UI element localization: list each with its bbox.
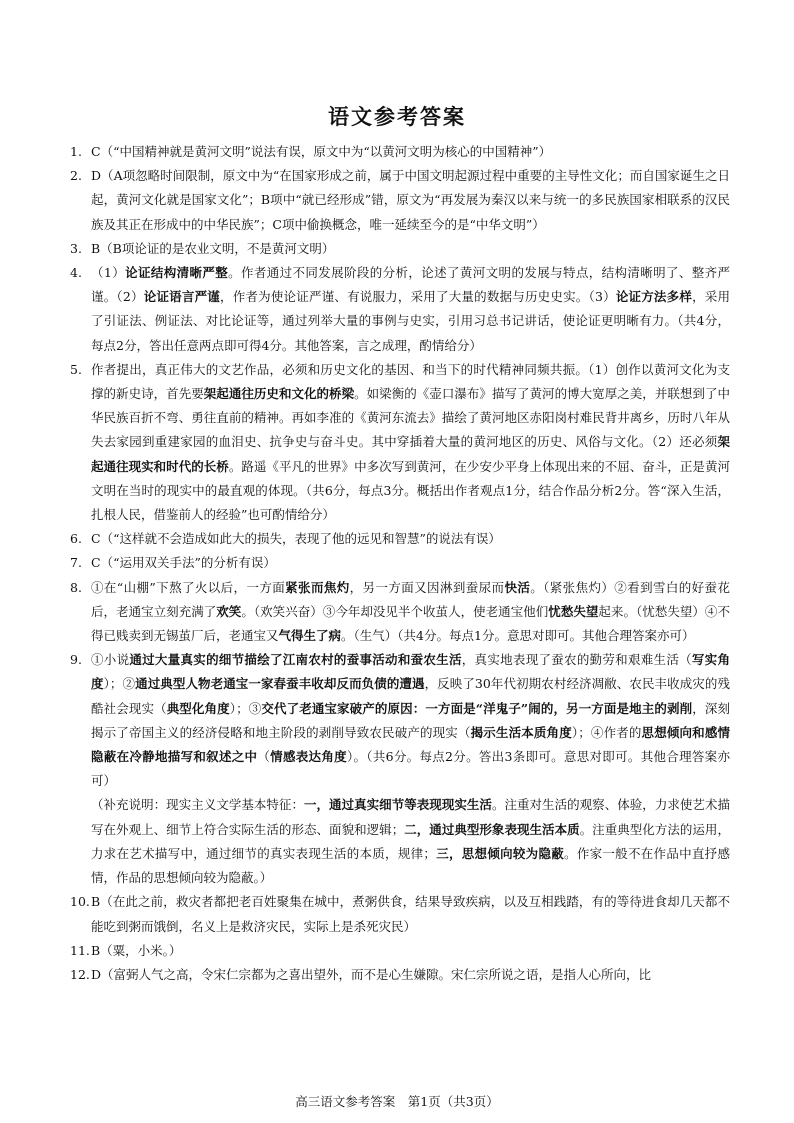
answer-segment: B（B项论证的是农业文明，不是黄河文明） (91, 240, 335, 256)
bold-keyphrase: 交代了老通宝家破产的原因：一方面是“洋鬼子”闹的，另一方面是地主的剥削 (261, 700, 693, 716)
answer-segment: ，另一方面又因淋到蚕尿而 (349, 579, 505, 595)
bold-keyphrase: 架起通往现实和时代的长桥 (91, 434, 730, 474)
bold-keyphrase: 思想倾向和感情隐蔽在冷静地描写和叙述之中 (91, 724, 730, 765)
answer-segment: D（A项忽略时间限制，原文中为“在国家形成之前，属于中国文明起源过程中重要的主导性文化；而自国家诞生之日起，黄河文化就是国家文化”；B项中“就已经形成”错，原文为“再发展为秦汉以来与统一的多民族国家相联系的汉民族及其正在形成中的中华民族”；C项中偷换概念，唯一延续至今的是“中华文明”） (91, 168, 730, 232)
bold-keyphrase: 论证结构清晰严整 (125, 265, 229, 281)
answer-segment: 。如梁衡的《壶口瀑布》描写了黄河的博大宽厚之美，并联想到了中华民族百折不弯、勇往直前的精神。再如李准的《黄河东流去》描绘了黄河地区赤阳岗村难民背井离乡，历时八年从失去家园到重建家园的血泪史、抗争史与奋斗史。其中穿插着大量的黄河地区的历史、风俗与文化。（2）还必须 (91, 386, 730, 450)
answer-text (91, 890, 730, 938)
answer-item (70, 648, 730, 793)
answer-segment: ）；④作者的 (571, 724, 642, 740)
answer-text (91, 527, 730, 551)
answer-number: 10. (70, 894, 90, 910)
note-text: （补充说明：现实主义文学基本特征： (91, 797, 304, 813)
bold-keyphrase: 三，思想倾向较为隐蔽 (435, 845, 565, 861)
answer-segment: C（“中国精神就是黄河文明”说法有误，原文中为“以黄河文明为核心的中国精神”） (91, 144, 552, 159)
answer-segment: （1） (91, 265, 126, 281)
bold-keyphrase: 紧张而焦灼 (285, 579, 350, 595)
answer-segment: ，深刻揭示了帝国主义的经济侵略和地主阶段的剥削导致农民破产的现实（ (91, 700, 730, 740)
page-footer: 高三语文参考答案 第1页（共3页） (295, 1094, 499, 1109)
answer-text (91, 576, 730, 649)
answer-segment: 。路遥《平凡的世界》中多次写到黄河，在少安少平身上体现出来的不屈、奋斗，正是黄河文明在当时的现实中的最直观的体现。（共6分，每点3分。概括出作者观点1分，结合作品分析2分。答“深入生活，扎根人民，借鉴前人的经验”也可酌情给分） (91, 458, 730, 523)
answer-segment: ）；② (103, 676, 136, 692)
answer-text (91, 261, 730, 358)
answer-segment: D（富弼人气之高，令宋仁宗都为之喜出望外，而不是心生嫌隙。宋仁宗所说之语，是指人心所向，比 (91, 966, 652, 982)
answer-segment: 起来。（忧愁失望）④不得已贱卖到无锡茧厂后，老通宝又 (91, 603, 730, 644)
answer-number: 1. (70, 144, 82, 159)
bold-keyphrase: 气得生了病 (278, 628, 342, 644)
answer-text (91, 237, 730, 261)
answer-segment: C（“运用双关手法”的分析有误） (91, 555, 276, 571)
answer-text (91, 140, 730, 164)
bold-keyphrase: 通过大量真实的细节描绘了江南农村的蚕事活动和蚕农生活 (129, 652, 462, 668)
answer-item (70, 963, 730, 987)
answer-segment: 。（生气）（共4分。每点1分。意思对即可。其他合理答案亦可） (341, 628, 695, 644)
answer-segment: ①小说 (91, 652, 130, 668)
bold-keyphrase: 典型化角度 (166, 700, 230, 716)
answer-number: 7. (70, 555, 82, 571)
answer-text (91, 939, 730, 963)
answer-number: 5. (70, 361, 82, 377)
answer-text (91, 551, 730, 575)
answer-segment: B（在此之前，救灾者都把老百姓聚集在城中，煮粥供食，结果导致疾病，以及互相践踏，有的等待进食却几天都不能吃到粥而饿倒，名义上是救济灾民，实际上是杀死灾民） (91, 894, 730, 934)
answer-number: 8. (70, 579, 82, 595)
answer-item (70, 164, 730, 237)
answer-segment: ）。（共6分。每点2分。答出3条即可。意思对即可。其他合理答案亦可） (91, 749, 730, 789)
answer-number: 4. (70, 265, 82, 281)
bold-keyphrase: 论证方法多样 (615, 289, 693, 305)
bold-keyphrase: 欢笑 (216, 603, 242, 619)
answer-text (91, 963, 730, 987)
bold-keyphrase: 二，通过典型形象表现生活本质 (404, 821, 580, 837)
bold-keyphrase: 情感表达角度 (270, 749, 347, 765)
bold-keyphrase: 忧愁失望 (548, 603, 599, 619)
answer-segment: 。（欢笑兴奋）③今年却没见半个收茧人，使老通宝他们 (241, 603, 549, 619)
answer-item (70, 527, 730, 551)
answer-text (91, 358, 730, 527)
bold-keyphrase: 揭示生活本质角度 (470, 724, 572, 740)
note-text: 。注重典型化方法的运用，力求在艺术描写中，通过细节的真实表现生活的本质，规律； (91, 821, 730, 861)
answer-segment: C（“这样就不会造成如此大的损失，表现了他的远见和智慧”的说法有误） (91, 531, 501, 547)
answer-segment: ①在“山棚”下熬了火以后，一方面 (91, 579, 286, 595)
answer-number: 3. (70, 240, 82, 256)
answer-number: 6. (70, 531, 82, 547)
answer-segment: ）；③ (229, 700, 262, 716)
answer-item (70, 576, 730, 649)
answer-number: 9. (70, 652, 82, 668)
page-title: 语文参考答案 (328, 104, 466, 129)
bold-keyphrase: 架起通往历史和文化的桥梁 (203, 386, 355, 402)
answer-item (70, 261, 730, 358)
bold-keyphrase: 快活 (504, 579, 531, 595)
answer-segment: ，作者为使论证严谨、有说服力，采用了大量的数据与历史史实。（3） (220, 289, 616, 305)
answer-segment: 作者提出，真正伟大的文艺作品，必须和历史文化的基因、和当下的时代精神同频共振。（1）创作以黄河文化为支撑的新史诗，首先要 (91, 361, 730, 402)
answer-number: 11. (70, 942, 90, 958)
answer-segment: ，采用了引证法、例证法、对比论证等，通过列举大量的事例与史实，引用习总书记讲话，使论证更明晰有力。（共4分，每点2分，答出任意两点即可得4分。其他答案，言之成理，酌情给分） (91, 289, 730, 353)
answer-segment: ，反映了30年代初期农村经济凋敝、农民丰收成灾的残酷社会现实（ (91, 676, 730, 716)
bold-keyphrase: 论证语言严谨 (143, 289, 220, 305)
bold-keyphrase: 写实角度 (91, 652, 730, 692)
answer-text (91, 164, 730, 237)
bold-keyphrase: 通过典型人物老通宝一家春蚕丰收却反而负债的遭遇 (135, 676, 425, 692)
answer-segment: B（粟，小米。） (91, 942, 182, 958)
answer-segment: ，真实地表现了蚕农的勤劳和艰难生活（ (461, 652, 692, 668)
answer-list (70, 140, 730, 987)
answer-item (70, 890, 730, 938)
answer-item (70, 939, 730, 963)
supplementary-note (70, 793, 730, 890)
answer-item (70, 237, 730, 261)
answer-segment: 。作者通过不同发展阶段的分析，论述了黄河文明的发展与特点，结构清晰明了、整齐严谨。（2） (91, 265, 730, 305)
bold-keyphrase: 一，通过真实细节等表现现实生活 (304, 797, 492, 813)
note-text: 。注重对生活的观察、体验，力求使艺术描写在外观上、细节上符合实际生活的形态、面貌和逻辑； (91, 797, 730, 837)
answer-segment: 。（紧张焦灼）②看到雪白的好蚕花后，老通宝立刻充满了 (91, 579, 730, 619)
answer-number: 2. (70, 168, 82, 184)
answer-item (70, 358, 730, 527)
answer-text (91, 648, 730, 793)
answer-number: 12. (70, 966, 90, 982)
answer-item (70, 140, 730, 164)
note-text: 。作家一般不在作品中直抒感情，作品的思想倾向较为隐蔽。） (91, 845, 730, 886)
answer-segment: （ (257, 749, 271, 765)
answer-item (70, 551, 730, 575)
